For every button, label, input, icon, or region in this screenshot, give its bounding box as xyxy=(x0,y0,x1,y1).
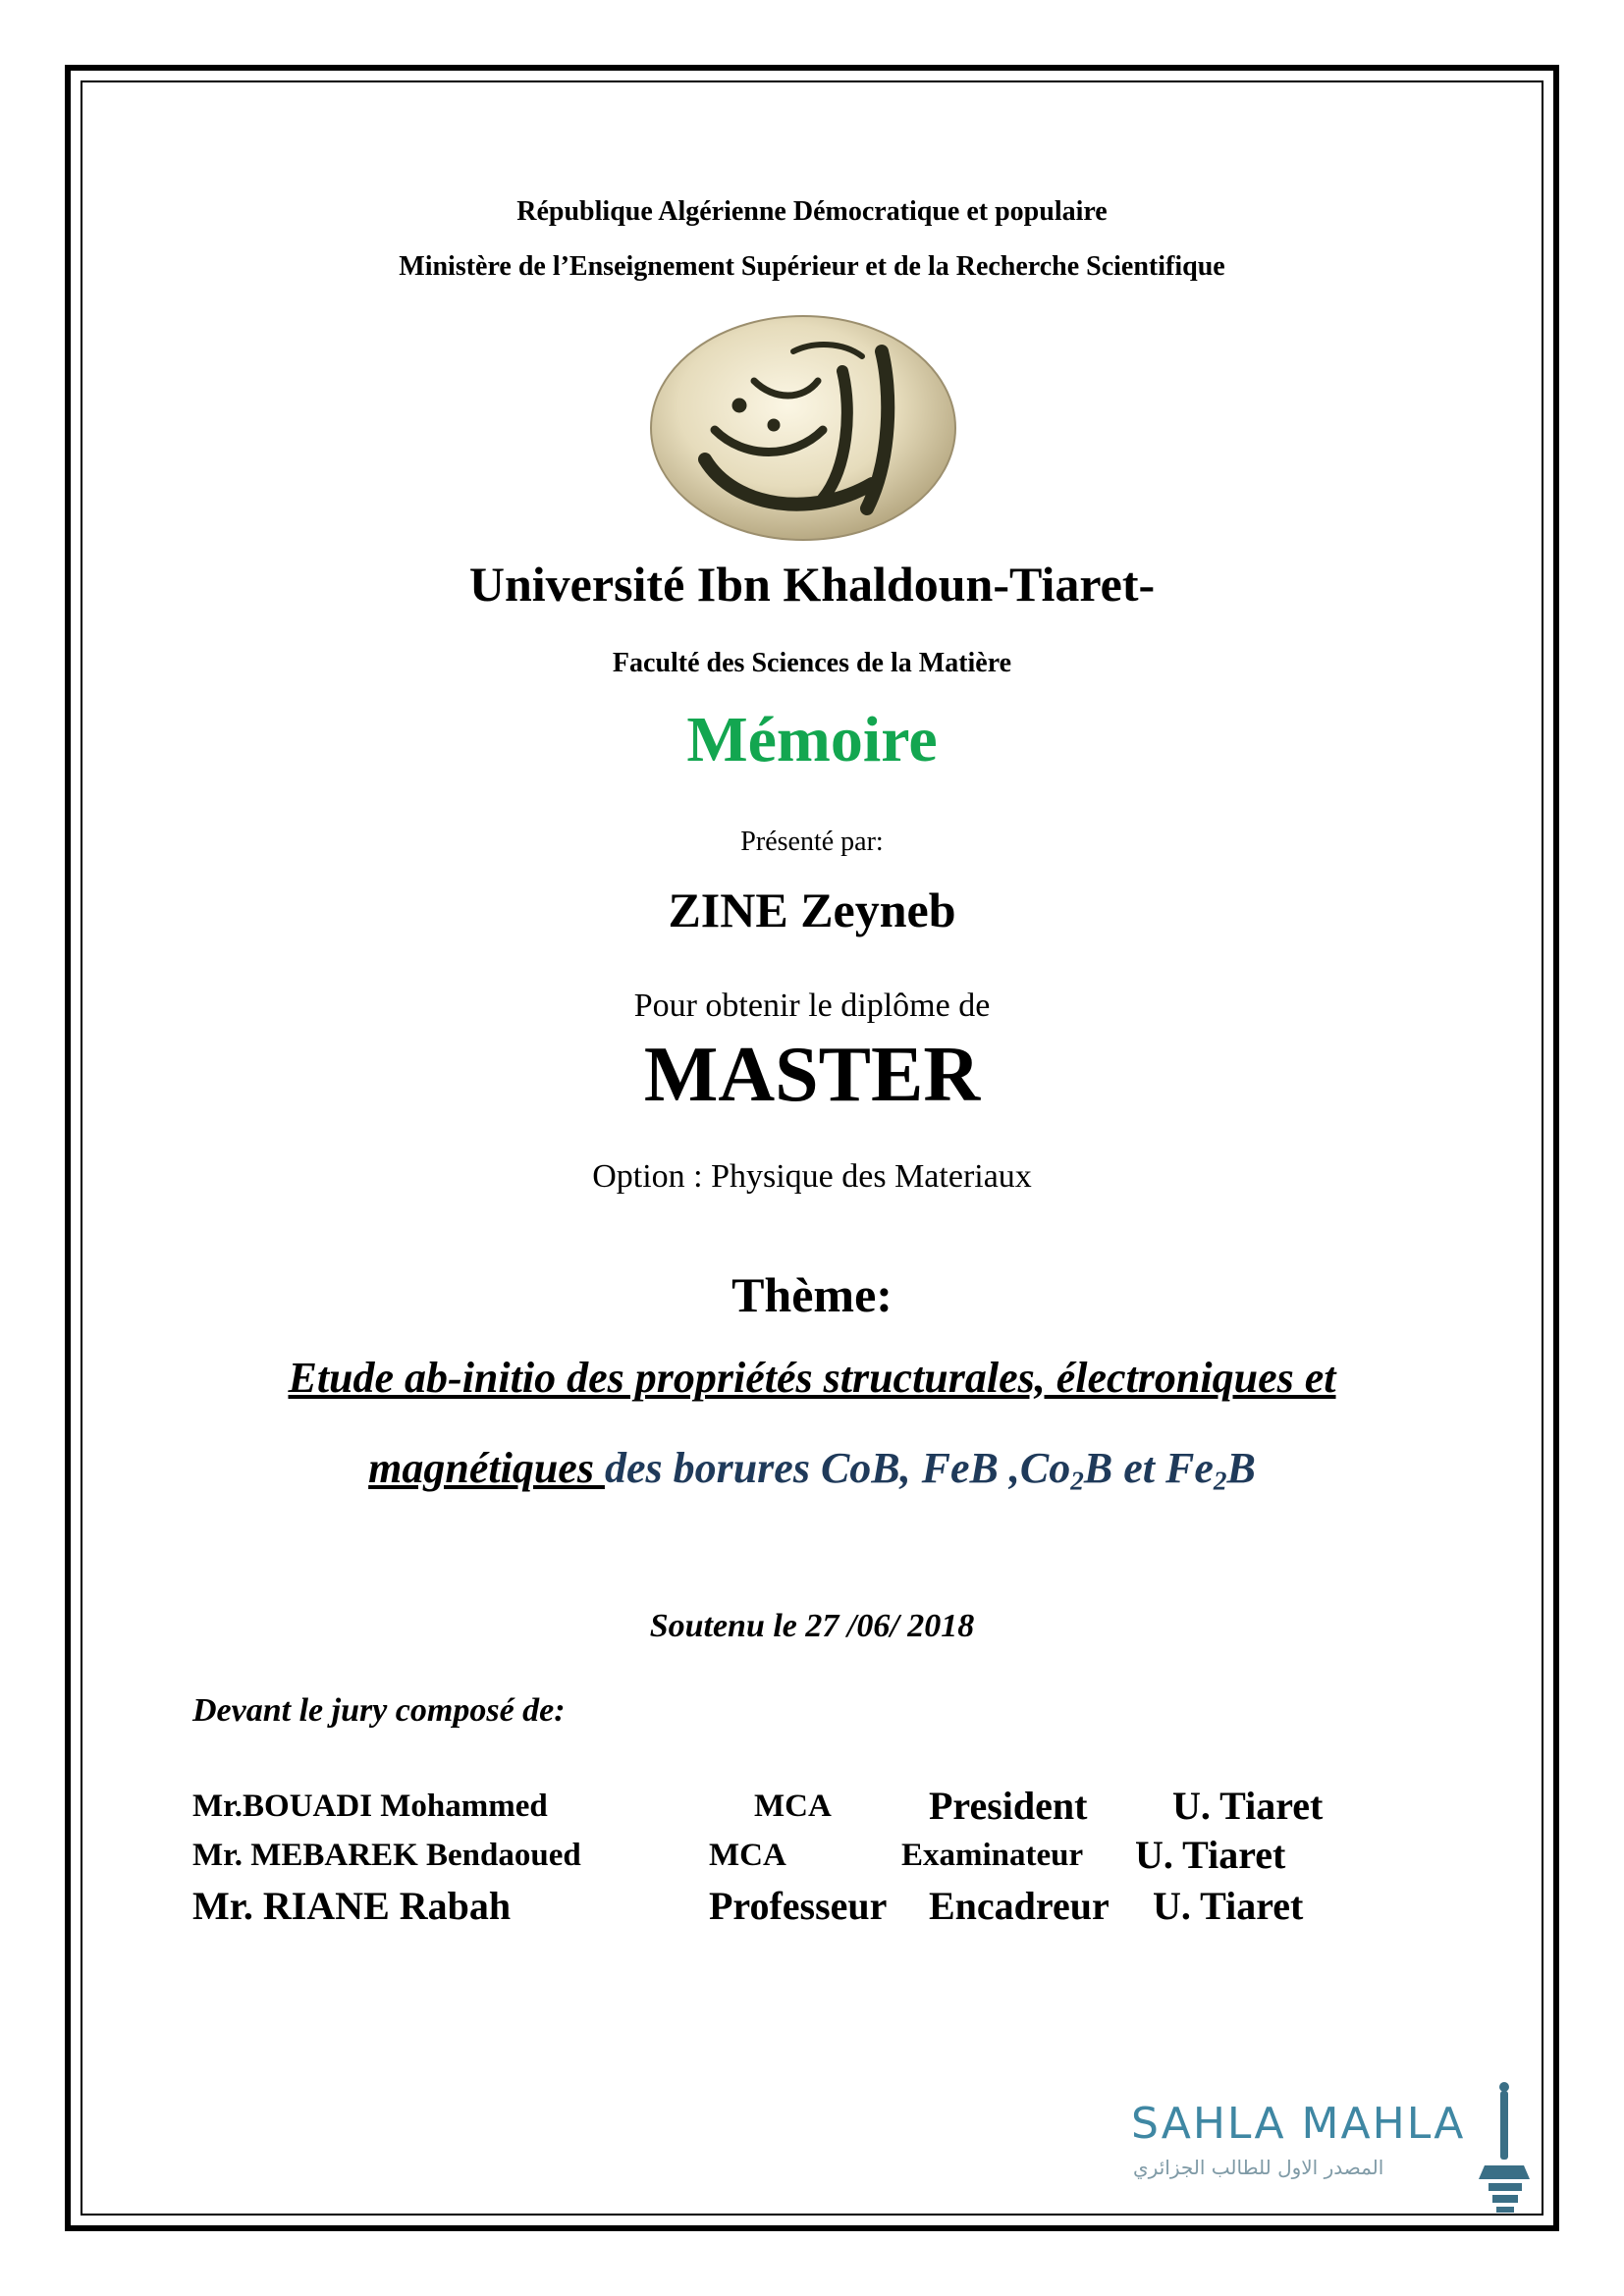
thesis-title-underlined-part: magnétiques xyxy=(368,1444,605,1492)
title-subscript-1: 2 xyxy=(1070,1466,1084,1496)
defense-date: Soutenu le 27 /06/ 2018 xyxy=(649,1608,975,1644)
title-part-c: B xyxy=(1226,1444,1256,1492)
jury-label: Devant le jury composé de: xyxy=(192,1692,566,1729)
sahla-mahla-tagline: المصدر الاول للطالب الجزائري xyxy=(1133,2156,1384,2179)
jury-member-role: President xyxy=(929,1784,1088,1828)
author-name: ZINE Zeyneb xyxy=(668,882,956,937)
jury-member-grade: MCA xyxy=(754,1789,832,1824)
jury-member-name: Mr. RIANE Rabah xyxy=(192,1884,512,1928)
sahla-mahla-calligraphy-icon xyxy=(1479,2081,1534,2215)
jury-member-grade: Professeur xyxy=(709,1884,888,1928)
jury-member-institution: U. Tiaret xyxy=(1135,1833,1286,1877)
option-line: Option : Physique des Materiaux xyxy=(592,1158,1032,1195)
university-calligraphy-seal-icon xyxy=(646,312,960,544)
title-part-b: B et Fe xyxy=(1083,1444,1214,1492)
thesis-title-compounds xyxy=(604,1444,1256,1496)
jury-member-name: Mr. MEBAREK Bendaoued xyxy=(192,1838,581,1873)
presented-by-label: Présenté par: xyxy=(740,827,884,857)
document-type: Mémoire xyxy=(686,704,938,775)
jury-member-institution: U. Tiaret xyxy=(1172,1784,1324,1828)
title-part-a: des borures CoB, FeB ,Co xyxy=(604,1444,1071,1492)
republic-line: République Algérienne Démocratique et populaire xyxy=(516,196,1108,227)
diploma-name: MASTER xyxy=(643,1032,981,1118)
diploma-intro: Pour obtenir le diplôme de xyxy=(633,988,991,1024)
university-name: Université Ibn Khaldoun-Tiaret- xyxy=(468,557,1156,612)
thesis-title-line-1: Etude ab-initio des propriétés structurales, électroniques et xyxy=(288,1354,1336,1402)
faculty-name: Faculté des Sciences de la Matière xyxy=(612,648,1012,678)
jury-member-institution: U. Tiaret xyxy=(1153,1884,1304,1928)
title-subscript-2: 2 xyxy=(1213,1466,1227,1496)
jury-member-role: Encadreur xyxy=(929,1884,1110,1928)
ministry-line: Ministère de l’Enseignement Supérieur et de la Recherche Scientifique xyxy=(399,251,1225,282)
sahla-mahla-watermark: SAHLA MAHLA xyxy=(1131,2099,1466,2149)
thesis-title-line-2 xyxy=(0,1443,1624,1496)
theme-label: Thème: xyxy=(731,1267,893,1322)
jury-member-role: Examinateur xyxy=(901,1838,1084,1873)
jury-member-grade: MCA xyxy=(709,1838,786,1873)
jury-member-name: Mr.BOUADI Mohammed xyxy=(192,1789,548,1824)
